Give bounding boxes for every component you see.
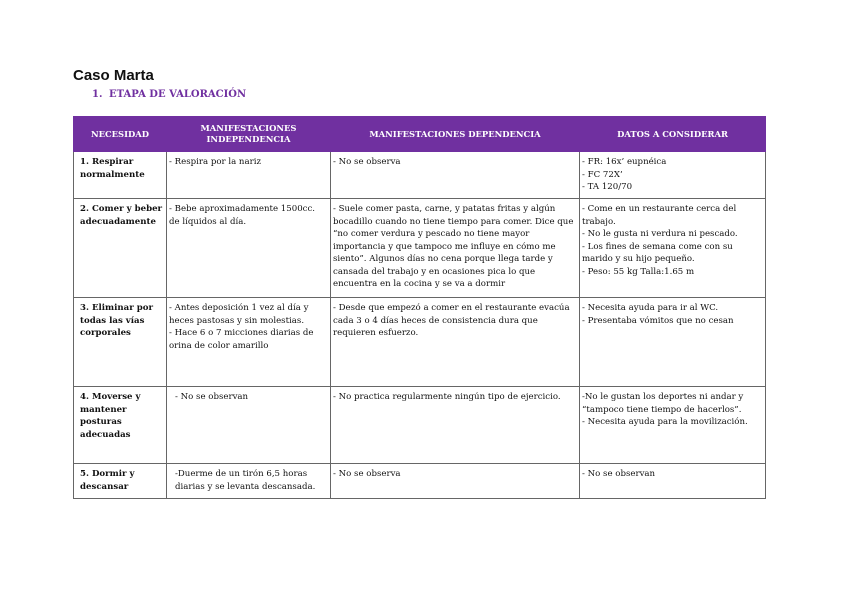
header-row [74,117,766,152]
table-row [74,298,766,387]
cell-necesidad: 5. Dormir y descansar [74,464,167,499]
cell-line: - No se observan [582,469,656,479]
cell-necesidad: 4. Moverse y mantener posturas adecuadas [74,387,167,464]
section-title: ETAPA DE VALORACIÓN [109,89,247,100]
cell-line: - Peso: 55 kg Talla:1.65 m [582,266,695,277]
cell-line: - No se observa [333,469,401,479]
table-row [74,152,766,199]
cell-line: - TA 120/70 [582,182,633,192]
cell-line: - Necesita ayuda para ir al WC. [582,303,719,313]
cell-line: - Presentaba vómitos que no cesan [582,315,734,326]
header-necesidad: NECESIDAD [74,117,167,152]
cell-line: - Hace 6 o 7 micciones diarias de orina de color amarillo [169,328,314,351]
cell-dependencia [331,152,580,199]
cell-datos [580,387,766,464]
header-dependencia: MANIFESTACIONES DEPENDENCIA [331,117,580,152]
cell-independencia [167,464,331,499]
cell-datos [580,298,766,387]
cell-line: - No se observa [333,157,401,167]
cell-independencia [167,387,331,464]
cell-datos [580,464,766,499]
cell-necesidad: 3. Eliminar por todas las vías corporales [74,298,167,387]
cell-line: - FR: 16x’ eupnéica [582,157,667,167]
section-heading [92,89,246,100]
cell-dependencia [331,387,580,464]
cell-line: - Necesita ayuda para la movilización. [582,417,748,427]
cell-datos [580,199,766,298]
table-row [74,464,766,499]
cell-line: - Come en un restaurante cerca del trabajo. [582,204,737,227]
cell-datos [580,152,766,199]
assessment-table [73,116,766,499]
cell-line: - Antes deposición 1 vez al día y heces pastosas y sin molestias. [169,303,309,326]
cell-line: - Los fines de semana come con su marido y su hijo pequeño. [582,241,733,264]
cell-line: - Bebe aproximadamente 1500cc. de líquidos al día. [169,204,316,227]
cell-independencia [167,298,331,387]
cell-line: - No le gusta ni verdura ni pescado. [582,229,738,239]
cell-dependencia [331,298,580,387]
cell-line: - No se observan [175,392,249,402]
cell-independencia [167,199,331,298]
document-title: Caso Marta [73,67,154,84]
cell-necesidad: 1. Respirar normalmente [74,152,167,199]
cell-line: - Desde que empezó a comer en el restaurante evacúa cada 3 o 4 días heces de consistencia dura que requieren esfuerzo. [333,303,570,338]
cell-line: -Duerme de un tirón 6,5 horas diarias y se levanta descansada. [175,469,316,492]
header-independencia: MANIFESTACIONES INDEPENDENCIA [167,117,331,152]
cell-dependencia [331,199,580,298]
cell-dependencia [331,464,580,499]
header-datos: DATOS A CONSIDERAR [580,117,766,152]
cell-line: -No le gustan los deportes ni andar y “tampoco tiene tiempo de hacerlos”. [582,392,744,415]
table-row [74,199,766,298]
cell-independencia [167,152,331,199]
cell-necesidad: 2. Comer y beber adecuadamente [74,199,167,298]
cell-line: - Suele comer pasta, carne, y patatas fritas y algún bocadillo cuando no tiene tiempo para comer. Dice que “no comer verdura y pescado no tiene mayor importancia y que tampoco me influye en cómo me siento”. Algunos días no cena porque llega tarde y cansada del trabajo y en ocasiones pica lo que encuentra en la cocina y se va a dormir [333,204,574,289]
section-number: 1. [92,89,103,100]
cell-line: - No practica regularmente ningún tipo de ejercicio. [333,392,561,402]
cell-line: - Respira por la nariz [169,157,261,167]
cell-line: - FC 72X’ [582,169,623,180]
table-row [74,387,766,464]
